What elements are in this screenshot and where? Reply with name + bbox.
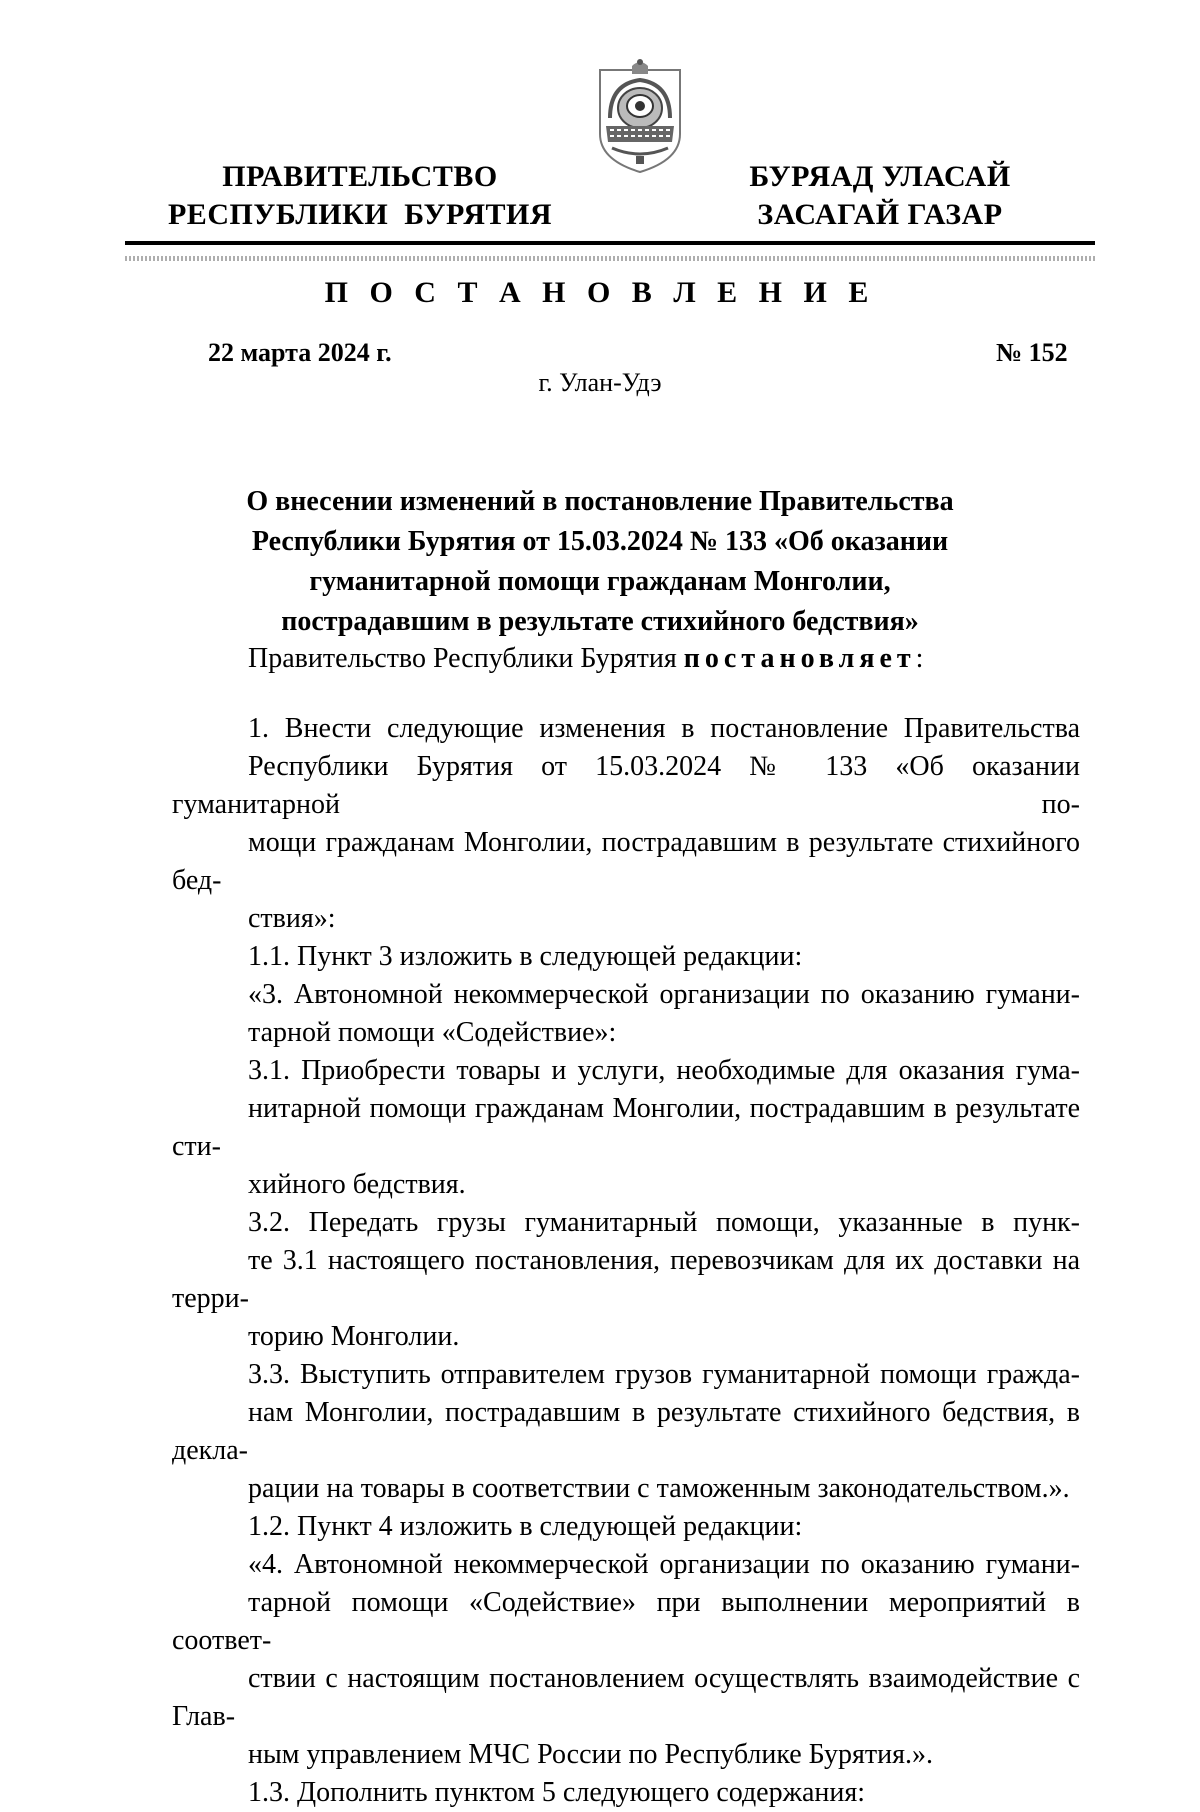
preamble (172, 640, 1080, 678)
body-paragraph (172, 1356, 1080, 1508)
body-paragraph (172, 938, 1080, 976)
paragraph-list (172, 710, 1080, 1812)
government-name-ru (150, 158, 570, 234)
paragraph-line: тарной помощи «Содействие» при выполнении мероприятий в соответ- (172, 1587, 1080, 1656)
title-line: гуманитарной помощи гражданам Монголии, (309, 566, 891, 597)
paragraph-line: «4. Автономной некоммерческой организации по оказанию гумани- (248, 1549, 1080, 1580)
paragraph-line: тарной помощи «Содействие»: (248, 1017, 617, 1048)
body-paragraph (172, 1204, 1080, 1356)
title-line: О внесении изменений в постановление Правительства (246, 486, 954, 517)
paragraph-line: ным управлением МЧС России по Республике Бурятия.». (248, 1739, 934, 1770)
paragraph-line: ствии с настоящим постановлением осуществлять взаимодействие с Глав- (172, 1663, 1080, 1732)
body-paragraph (172, 1546, 1080, 1774)
paragraph-line: 1.2. Пункт 4 изложить в следующей редакции: (248, 1511, 803, 1542)
document-title (150, 482, 1050, 642)
body-paragraph (172, 1052, 1080, 1204)
paragraph-line: 3.1. Приобрести товары и услуги, необходимые для оказания гума- (248, 1055, 1080, 1086)
paragraph-line: нитарной помощи гражданам Монголии, пострадавшим в результате сти- (172, 1093, 1080, 1162)
preamble-end: : (915, 643, 924, 674)
paragraph-line: торию Монголии. (248, 1321, 460, 1352)
paragraph-line: рации на товары в соответствии с таможенным законодательством.». (248, 1473, 1070, 1504)
paragraph-line: 1. Внести следующие изменения в постановление Правительства (248, 713, 1080, 744)
title-line: пострадавшим в результате стихийного бедствия» (281, 606, 919, 637)
paragraph-line: «3. Автономной некоммерческой организации по оказанию гумани- (248, 979, 1080, 1010)
document-type: П О С Т А Н О В Л Е Н И Е (324, 276, 876, 309)
header-divider-dotted (125, 256, 1095, 261)
government-name-bua (720, 158, 1040, 234)
preamble-emphasis: постановляет (683, 643, 916, 674)
paragraph-line: мощи гражданам Монголии, пострадавшим в результате стихийного бед- (172, 827, 1080, 896)
body-paragraph (172, 1774, 1080, 1812)
paragraph-line: Республики Бурятия от 15.03.2024 № 133 «Об оказании гуманитарной по- (172, 751, 1080, 820)
paragraph-line: 1.3. Дополнить пунктом 5 следующего содержания: (248, 1777, 866, 1808)
org-right-line-2: ЗАСАГАЙ ГАЗАР (757, 198, 1003, 231)
document-body (172, 640, 1080, 1812)
document-date: 22 марта 2024 г. (208, 338, 392, 367)
body-paragraph (172, 710, 1080, 938)
paragraph-line: 1.1. Пункт 3 изложить в следующей редакции: (248, 941, 803, 972)
paragraph-line: хийного бедствия. (248, 1169, 466, 1200)
document-city: г. Улан-Удэ (538, 368, 662, 397)
paragraph-line: те 3.1 настоящего постановления, перевозчикам для их доставки на терри- (172, 1245, 1080, 1314)
paragraph-line: 3.3. Выступить отправителем грузов гуманитарной помощи гражда- (248, 1359, 1080, 1390)
org-left-line-2: РЕСПУБЛИКИ БУРЯТИЯ (167, 198, 553, 231)
preamble-text: Правительство Республики Бурятия (248, 643, 684, 674)
body-paragraph (172, 976, 1080, 1052)
header-divider (125, 241, 1095, 245)
paragraph-line: ствия»: (248, 903, 336, 934)
title-line: Республики Бурятия от 15.03.2024 № 133 «Об оказании (251, 526, 949, 557)
paragraph-line: нам Монголии, пострадавшим в результате стихийного бедствия, в декла- (172, 1397, 1080, 1466)
document-number: № 152 (996, 338, 1068, 367)
body-paragraph (172, 1508, 1080, 1546)
org-right-line-1: БУРЯАД УЛАСАЙ (749, 160, 1011, 193)
coat-of-arms-icon (592, 56, 688, 176)
paragraph-line: 3.2. Передать грузы гуманитарный помощи, указанные в пунк- (248, 1207, 1080, 1238)
org-left-line-1: ПРАВИТЕЛЬСТВО (222, 160, 498, 193)
